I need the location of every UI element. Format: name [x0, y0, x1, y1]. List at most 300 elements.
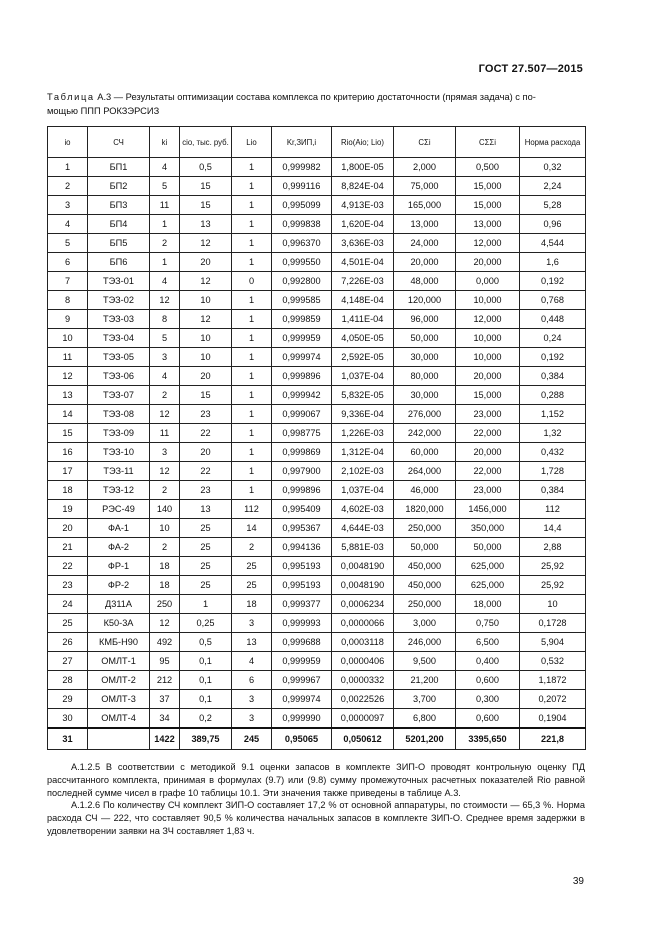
table-cell: 0,999942	[272, 386, 332, 405]
table-cell: 0,750	[456, 614, 520, 633]
table-cell: 25	[232, 576, 272, 595]
table-cell: 13	[180, 500, 232, 519]
table-cell: 450,000	[394, 576, 456, 595]
table-cell: 18	[150, 557, 180, 576]
table-cell: 1	[150, 215, 180, 234]
table-cell: ТЭЗ-02	[88, 291, 150, 310]
table-cell: 10,000	[456, 348, 520, 367]
table-row	[48, 481, 586, 500]
table-cell: 0,999869	[272, 443, 332, 462]
table-cell: 5,832E-05	[332, 386, 394, 405]
table-total-row	[48, 728, 586, 750]
table-cell: 20	[48, 519, 88, 538]
table-cell: 75,000	[394, 177, 456, 196]
table-cell: 6,800	[394, 709, 456, 729]
table-row	[48, 652, 586, 671]
table-row	[48, 576, 586, 595]
table-cell: 11	[150, 424, 180, 443]
table-cell: 0,992800	[272, 272, 332, 291]
table-cell: 13	[180, 215, 232, 234]
table-cell: 0,0000066	[332, 614, 394, 633]
table-cell: 10	[520, 595, 586, 614]
table-cell: 20,000	[456, 367, 520, 386]
table-cell: 8	[150, 310, 180, 329]
table-cell: 2,88	[520, 538, 586, 557]
table-cell: 11	[150, 196, 180, 215]
table-cell: 1	[232, 443, 272, 462]
table-cell: ФА-2	[88, 538, 150, 557]
table-cell: 0,999974	[272, 348, 332, 367]
table-cell: 1	[180, 595, 232, 614]
table-cell: 1	[232, 177, 272, 196]
table-cell: 6	[48, 253, 88, 272]
table-cell: 28	[48, 671, 88, 690]
table-cell: 13,000	[394, 215, 456, 234]
standard-designation: ГОСТ 27.507—2015	[478, 63, 583, 75]
table-cell: 18,000	[456, 595, 520, 614]
total-cell: 31	[48, 728, 88, 750]
table-cell: 10,000	[456, 291, 520, 310]
table-row	[48, 253, 586, 272]
table-cell: 3,000	[394, 614, 456, 633]
table-row	[48, 538, 586, 557]
table-cell: 1	[232, 253, 272, 272]
table-cell: 6,500	[456, 633, 520, 652]
table-cell: 8	[48, 291, 88, 310]
table-row	[48, 158, 586, 177]
column-header: СЧ	[88, 127, 150, 158]
table-cell: 1,800E-05	[332, 158, 394, 177]
table-row	[48, 215, 586, 234]
table-cell: 4,050E-05	[332, 329, 394, 348]
column-header: CΣΣi	[456, 127, 520, 158]
table-cell: 1,312E-04	[332, 443, 394, 462]
table-cell: 1	[48, 158, 88, 177]
table-cell: 9,500	[394, 652, 456, 671]
table-cell: 25	[180, 576, 232, 595]
table-cell: БП6	[88, 253, 150, 272]
table-cell: 4	[232, 652, 272, 671]
table-cell: 250,000	[394, 519, 456, 538]
table-cell: 0,192	[520, 272, 586, 291]
table-cell: 4,602E-03	[332, 500, 394, 519]
table-cell: 0,432	[520, 443, 586, 462]
table-cell: 0,1	[180, 652, 232, 671]
table-cell: 264,000	[394, 462, 456, 481]
table-cell: 0,1904	[520, 709, 586, 729]
table-cell: 0,768	[520, 291, 586, 310]
table-cell: 0,0006234	[332, 595, 394, 614]
table-cell: 1,6	[520, 253, 586, 272]
table-cell: 30,000	[394, 348, 456, 367]
table-cell: 250	[150, 595, 180, 614]
table-cell: 0,0000406	[332, 652, 394, 671]
table-cell: 0,999859	[272, 310, 332, 329]
table-cell: 0,1	[180, 690, 232, 709]
table-cell: 5	[48, 234, 88, 253]
table-cell: 37	[150, 690, 180, 709]
table-cell: 10	[180, 291, 232, 310]
table-header-row	[48, 127, 586, 158]
table-cell: 21	[48, 538, 88, 557]
table-cell: 0,999585	[272, 291, 332, 310]
page-number: 39	[572, 876, 584, 887]
table-cell: 13,000	[456, 215, 520, 234]
column-header: Lio	[232, 127, 272, 158]
table-cell: 12,000	[456, 310, 520, 329]
table-cell: ТЭЗ-08	[88, 405, 150, 424]
table-cell: 0,288	[520, 386, 586, 405]
column-header: CΣi	[394, 127, 456, 158]
table-cell: 0,999838	[272, 215, 332, 234]
table-cell: 15	[180, 386, 232, 405]
table-cell: 0,5	[180, 633, 232, 652]
table-cell: 0,0000332	[332, 671, 394, 690]
table-cell: 0,998775	[272, 424, 332, 443]
table-row	[48, 443, 586, 462]
table-cell: 0,999993	[272, 614, 332, 633]
table-cell: 96,000	[394, 310, 456, 329]
table-cell: 20,000	[456, 443, 520, 462]
table-cell: 0,999116	[272, 177, 332, 196]
table-cell: 18	[232, 595, 272, 614]
table-cell: 0,996370	[272, 234, 332, 253]
table-cell: 25	[180, 557, 232, 576]
table-cell: 9,336E-04	[332, 405, 394, 424]
table-cell: 24,000	[394, 234, 456, 253]
table-cell: 12	[150, 614, 180, 633]
table-cell: 5,881E-03	[332, 538, 394, 557]
table-cell: 5	[150, 177, 180, 196]
table-cell: 0,448	[520, 310, 586, 329]
table-cell: 0,600	[456, 709, 520, 729]
table-cell: 15	[48, 424, 88, 443]
table-cell: 12	[48, 367, 88, 386]
table-cell: 0,532	[520, 652, 586, 671]
table-caption	[47, 91, 587, 118]
table-cell: 450,000	[394, 557, 456, 576]
table-row	[48, 519, 586, 538]
table-cell: 3,636E-03	[332, 234, 394, 253]
table-cell: ТЭЗ-10	[88, 443, 150, 462]
table-cell: 14	[232, 519, 272, 538]
table-cell: 2,102E-03	[332, 462, 394, 481]
table-cell: 12,000	[456, 234, 520, 253]
total-cell: 3395,650	[456, 728, 520, 750]
table-cell: 0,999067	[272, 405, 332, 424]
table-cell: 2,24	[520, 177, 586, 196]
table-row	[48, 196, 586, 215]
table-cell: 14	[48, 405, 88, 424]
table-cell: 7	[48, 272, 88, 291]
table-cell: 276,000	[394, 405, 456, 424]
table-cell: ФР-2	[88, 576, 150, 595]
table-cell: 250,000	[394, 595, 456, 614]
table-cell: 50,000	[394, 538, 456, 557]
table-cell: 1,1872	[520, 671, 586, 690]
table-cell: 1	[232, 158, 272, 177]
table-cell: 0,999377	[272, 595, 332, 614]
table-cell: ТЭЗ-12	[88, 481, 150, 500]
table-cell: 25	[232, 557, 272, 576]
table-cell: 20,000	[394, 253, 456, 272]
column-header: Kr,ЗИП,i	[272, 127, 332, 158]
total-cell	[88, 728, 150, 750]
table-cell: 10	[48, 329, 88, 348]
paragraph-a125: А.1.2.5 В соответствии с методикой 9.1 оценки запасов в комплекте ЗИП-О проводят контрольную оценку ПД рассчитанного комплекта, принимая в формулах (9.7) или (9.8) сумму промежуточных расчетных показателей Rio равной последней сумме чисел в графе 10 таблицы 10.1. Эти значения также приведены в таблице А.3.	[47, 762, 585, 798]
table-cell: 0,999982	[272, 158, 332, 177]
table-cell: 0,300	[456, 690, 520, 709]
table-cell: ОМЛТ-3	[88, 690, 150, 709]
table-cell: КМБ-Н90	[88, 633, 150, 652]
table-cell: ТЭЗ-03	[88, 310, 150, 329]
table-cell: ТЭЗ-05	[88, 348, 150, 367]
table-cell: 0,25	[180, 614, 232, 633]
table-cell: 1	[232, 196, 272, 215]
table-cell: 1	[232, 215, 272, 234]
table-cell: 2,000	[394, 158, 456, 177]
table-row	[48, 709, 586, 729]
table-cell: 0,384	[520, 367, 586, 386]
table-cell: 0,999959	[272, 329, 332, 348]
table-cell: 1	[232, 386, 272, 405]
table-cell: 3,700	[394, 690, 456, 709]
table-cell: 34	[150, 709, 180, 729]
table-cell: 23	[48, 576, 88, 595]
table-cell: БП3	[88, 196, 150, 215]
table-cell: БП2	[88, 177, 150, 196]
table-cell: 17	[48, 462, 88, 481]
table-cell: 22	[180, 462, 232, 481]
table-cell: 0,999896	[272, 367, 332, 386]
table-cell: 15,000	[456, 196, 520, 215]
table-cell: 0,0048190	[332, 576, 394, 595]
table-cell: 12	[180, 272, 232, 291]
table-cell: 1	[232, 367, 272, 386]
table-cell: 0,400	[456, 652, 520, 671]
table-cell: 4,644E-03	[332, 519, 394, 538]
table-cell: 50,000	[456, 538, 520, 557]
caption-text-cont: мощью ППП РОКЗЭРСИЗ	[47, 105, 160, 116]
table-cell: 46,000	[394, 481, 456, 500]
table-cell: 30	[48, 709, 88, 729]
table-row	[48, 500, 586, 519]
total-cell: 1422	[150, 728, 180, 750]
table-cell: 15	[180, 177, 232, 196]
table-cell: 1	[232, 348, 272, 367]
table-cell: 22,000	[456, 462, 520, 481]
table-cell: 2	[150, 481, 180, 500]
table-row	[48, 462, 586, 481]
table-row	[48, 310, 586, 329]
table-cell: 10	[180, 329, 232, 348]
table-cell: 18	[150, 576, 180, 595]
column-header: ki	[150, 127, 180, 158]
table-cell: 0,0022526	[332, 690, 394, 709]
total-cell: 0,95065	[272, 728, 332, 750]
table-cell: 24	[48, 595, 88, 614]
table-cell: ТЭЗ-07	[88, 386, 150, 405]
table-cell: 48,000	[394, 272, 456, 291]
table-cell: 5,904	[520, 633, 586, 652]
table-cell: 1	[232, 462, 272, 481]
table-cell: 0,999990	[272, 709, 332, 729]
table-cell: 10,000	[456, 329, 520, 348]
table-cell: ОМЛТ-2	[88, 671, 150, 690]
table-row	[48, 690, 586, 709]
total-cell: 5201,200	[394, 728, 456, 750]
table-cell: 16	[48, 443, 88, 462]
table-cell: 1,037E-04	[332, 367, 394, 386]
table-row	[48, 405, 586, 424]
table-cell: 3	[48, 196, 88, 215]
caption-label: Таблица	[47, 92, 95, 102]
table-row	[48, 234, 586, 253]
table-row	[48, 614, 586, 633]
column-header: io	[48, 127, 88, 158]
table-cell: 0,0003118	[332, 633, 394, 652]
table-cell: 25,92	[520, 557, 586, 576]
table-cell: ФР-1	[88, 557, 150, 576]
table-cell: 120,000	[394, 291, 456, 310]
table-cell: 1	[232, 234, 272, 253]
table-cell: 25	[180, 519, 232, 538]
table-cell: 3	[150, 443, 180, 462]
table-cell: 1,152	[520, 405, 586, 424]
table-cell: ОМЛТ-1	[88, 652, 150, 671]
table-row	[48, 272, 586, 291]
table-cell: 0,0048190	[332, 557, 394, 576]
table-cell: 0	[232, 272, 272, 291]
table-row	[48, 291, 586, 310]
table-cell: РЭС-49	[88, 500, 150, 519]
table-cell: 4,913E-03	[332, 196, 394, 215]
table-cell: 0,1728	[520, 614, 586, 633]
table-cell: 3	[232, 690, 272, 709]
table-cell: 30,000	[394, 386, 456, 405]
table-cell: 10	[150, 519, 180, 538]
table-cell: 10	[180, 348, 232, 367]
table-row	[48, 424, 586, 443]
table-cell: 27	[48, 652, 88, 671]
table-cell: ТЭЗ-06	[88, 367, 150, 386]
table-cell: 4	[150, 367, 180, 386]
table-cell: 12	[180, 310, 232, 329]
table-cell: 15,000	[456, 177, 520, 196]
table-cell: 5,28	[520, 196, 586, 215]
table-row	[48, 348, 586, 367]
table-cell: 60,000	[394, 443, 456, 462]
table-cell: 50,000	[394, 329, 456, 348]
table-cell: 4	[48, 215, 88, 234]
table-cell: 0,994136	[272, 538, 332, 557]
table-cell: 4	[150, 158, 180, 177]
caption-text: А.3 — Результаты оптимизации состава комплекса по критерию достаточности (прямая задача) с по-	[97, 92, 536, 102]
table-cell: 140	[150, 500, 180, 519]
table-cell: 26	[48, 633, 88, 652]
table-cell: 1,037E-04	[332, 481, 394, 500]
table-cell: 0,995409	[272, 500, 332, 519]
table-cell: ОМЛТ-4	[88, 709, 150, 729]
table-cell: 0,995193	[272, 576, 332, 595]
table-cell: 15	[180, 196, 232, 215]
table-cell: 1456,000	[456, 500, 520, 519]
table-row	[48, 177, 586, 196]
table-cell: 3	[232, 709, 272, 729]
table-cell: 12	[150, 462, 180, 481]
table-cell: ТЭЗ-01	[88, 272, 150, 291]
table-row	[48, 595, 586, 614]
table-cell: 23	[180, 481, 232, 500]
table-cell: 15,000	[456, 386, 520, 405]
table-row	[48, 633, 586, 652]
total-cell: 245	[232, 728, 272, 750]
table-cell: 0,384	[520, 481, 586, 500]
table-cell: 1820,000	[394, 500, 456, 519]
table-cell: 23	[180, 405, 232, 424]
table-cell: 2,592E-05	[332, 348, 394, 367]
table-cell: 112	[520, 500, 586, 519]
table-cell: БП5	[88, 234, 150, 253]
table-cell: 0,999688	[272, 633, 332, 652]
table-row	[48, 329, 586, 348]
table-cell: 13	[232, 633, 272, 652]
table-cell: 1,411E-04	[332, 310, 394, 329]
table-cell: 1	[232, 310, 272, 329]
column-header: cio, тыс. руб.	[180, 127, 232, 158]
table-cell: 1	[150, 253, 180, 272]
column-header: Норма расхода	[520, 127, 586, 158]
table-cell: 165,000	[394, 196, 456, 215]
table-cell: 0,2	[180, 709, 232, 729]
table-cell: 2	[48, 177, 88, 196]
table-cell: 0,999550	[272, 253, 332, 272]
table-cell: 1,728	[520, 462, 586, 481]
table-cell: 6	[232, 671, 272, 690]
table-body	[48, 158, 586, 750]
table-cell: 0,192	[520, 348, 586, 367]
total-cell: 389,75	[180, 728, 232, 750]
table-cell: 492	[150, 633, 180, 652]
table-cell: 0,995099	[272, 196, 332, 215]
table-cell: 212	[150, 671, 180, 690]
table-cell: 0,995367	[272, 519, 332, 538]
table-row	[48, 367, 586, 386]
results-table	[47, 126, 586, 750]
table-cell: ФА-1	[88, 519, 150, 538]
table-cell: 13	[48, 386, 88, 405]
table-cell: 29	[48, 690, 88, 709]
table-cell: 1	[232, 329, 272, 348]
table-cell: 0,500	[456, 158, 520, 177]
table-cell: 18	[48, 481, 88, 500]
table-cell: 20,000	[456, 253, 520, 272]
table-cell: 12	[150, 405, 180, 424]
table-cell: 12	[180, 234, 232, 253]
table-cell: 11	[48, 348, 88, 367]
table-cell: 20	[180, 253, 232, 272]
table-row	[48, 386, 586, 405]
table-cell: 1,226E-03	[332, 424, 394, 443]
table-cell: 25	[48, 614, 88, 633]
table-cell: 9	[48, 310, 88, 329]
table-cell: 625,000	[456, 557, 520, 576]
table-cell: 0,600	[456, 671, 520, 690]
table-cell: 2	[150, 538, 180, 557]
table-cell: 0,1	[180, 671, 232, 690]
table-cell: 0,5	[180, 158, 232, 177]
table-cell: 5	[150, 329, 180, 348]
